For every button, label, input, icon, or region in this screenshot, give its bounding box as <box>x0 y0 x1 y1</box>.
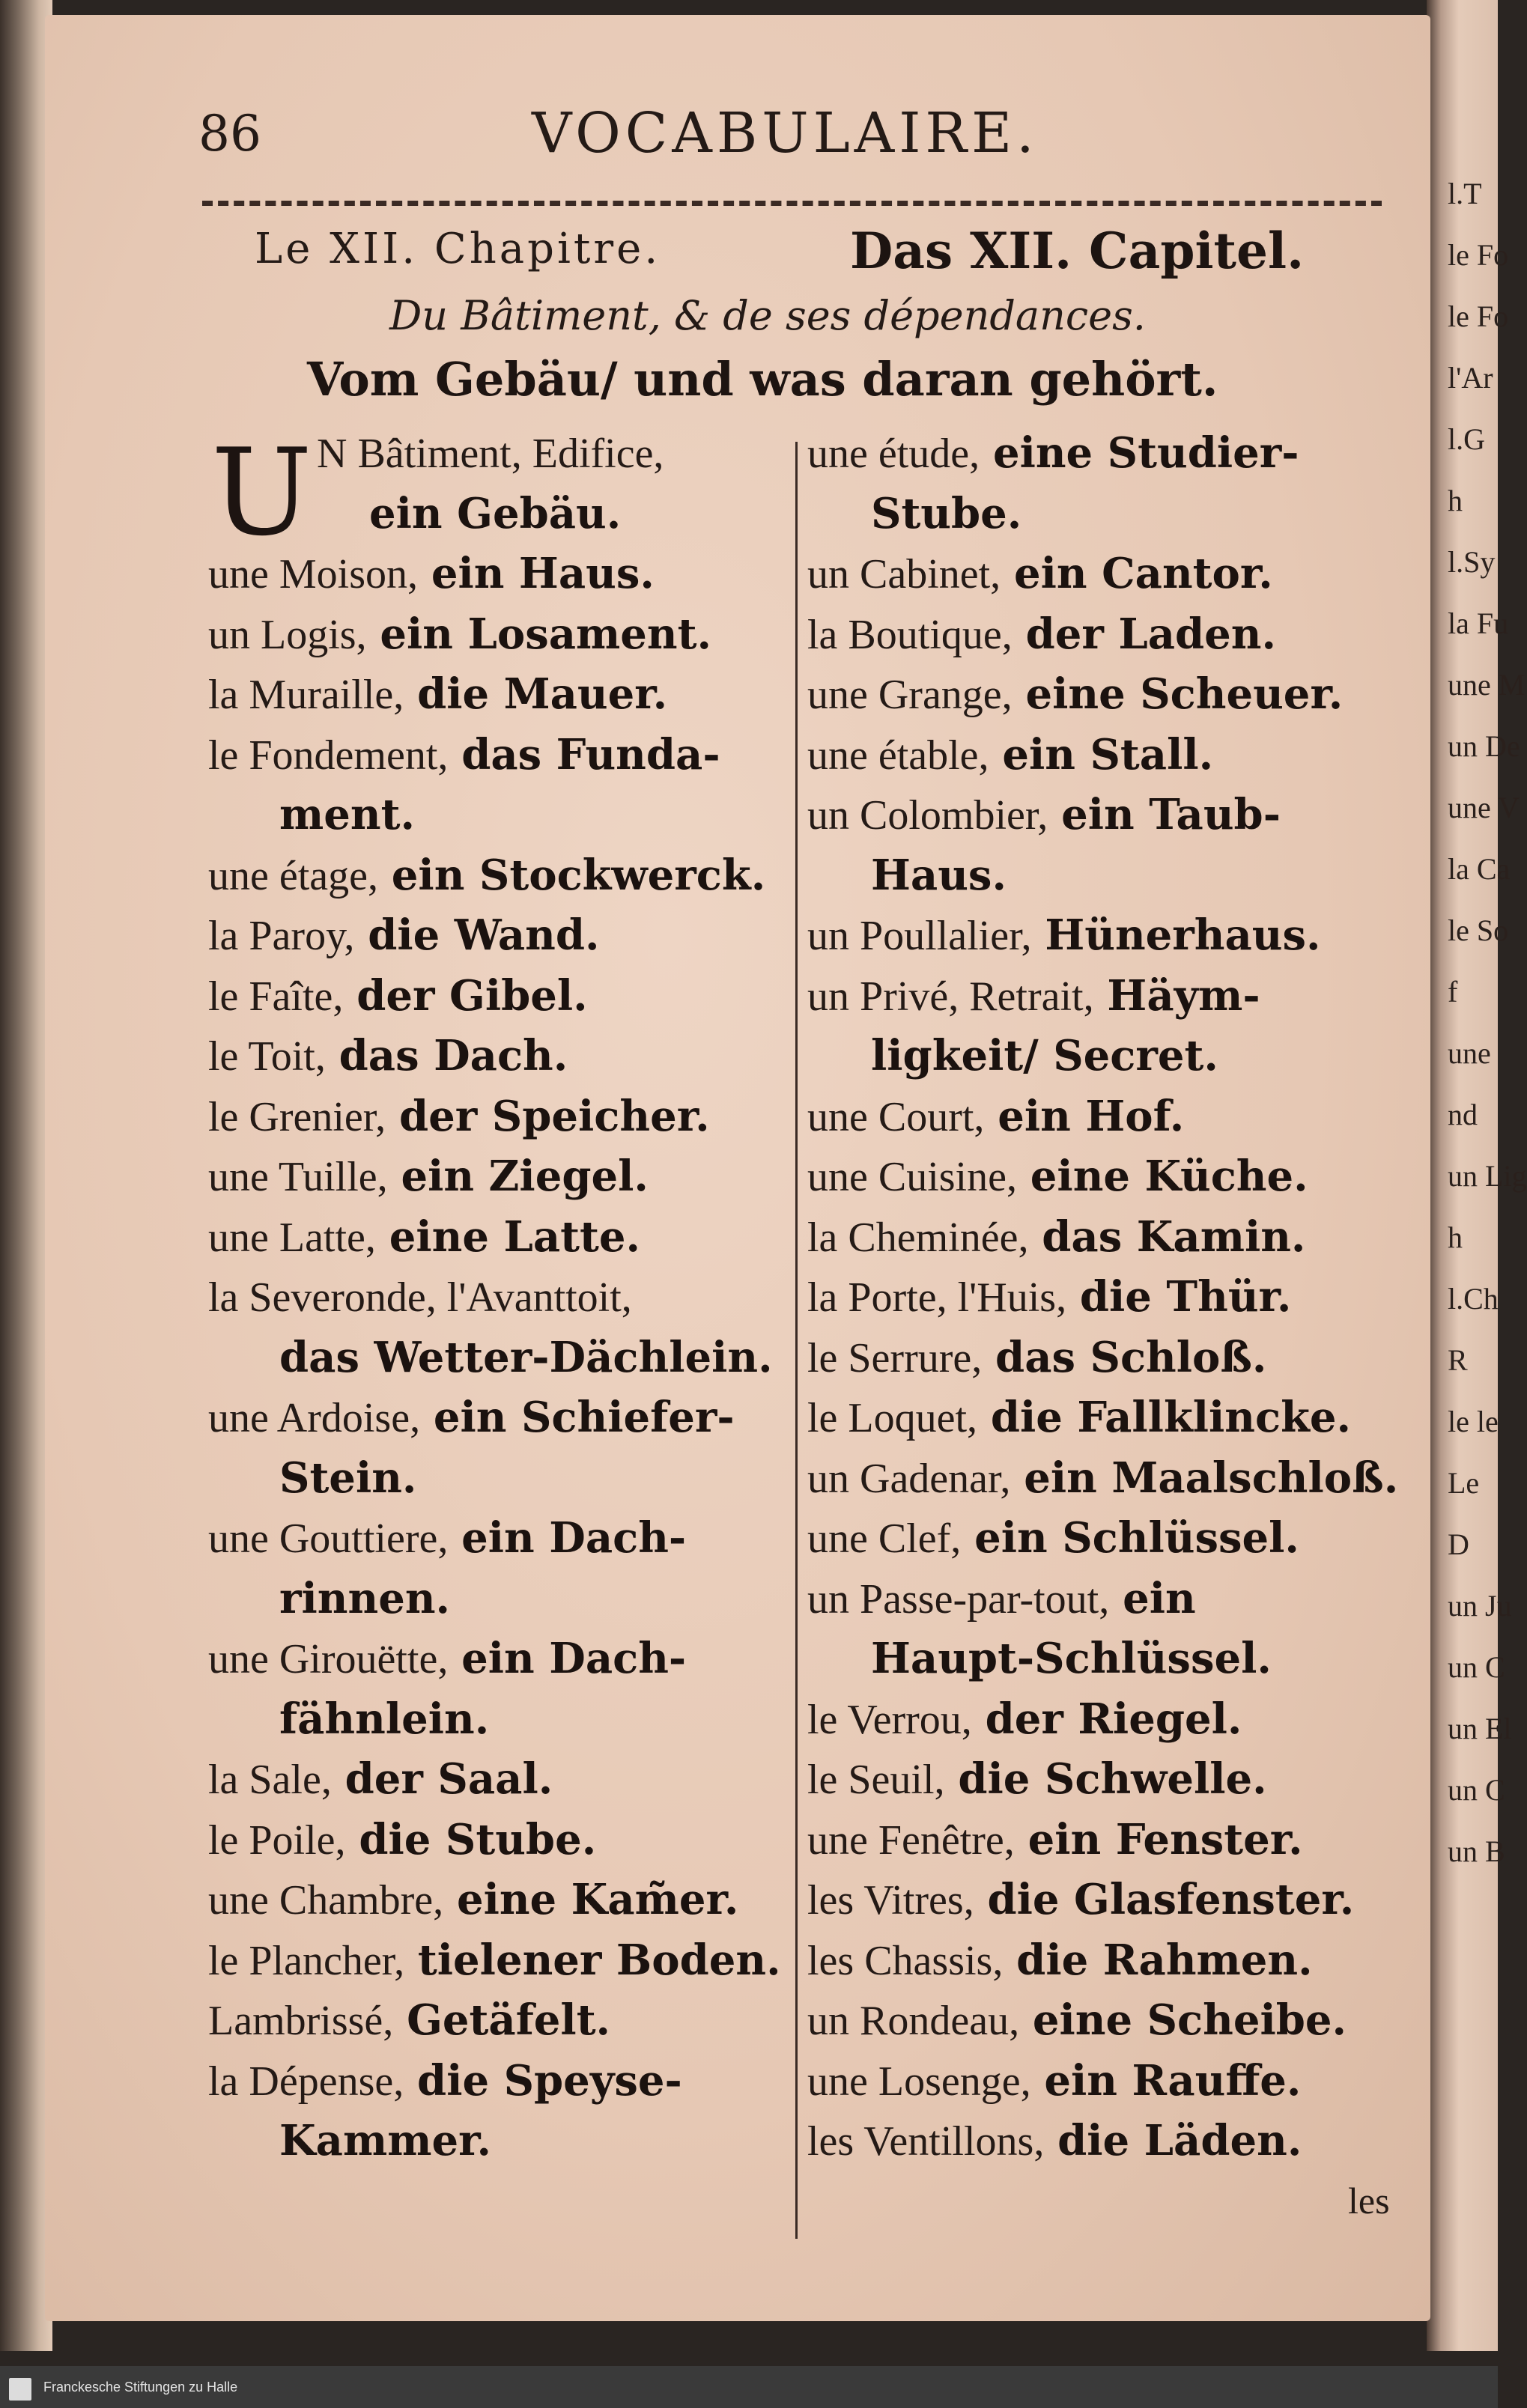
vocab-line <box>807 1453 1399 1503</box>
french-term: le Serrure, <box>807 1334 983 1381</box>
catchword: les <box>1348 2180 1390 2222</box>
vocab-line <box>807 2055 1302 2106</box>
german-term: eine Küche. <box>1030 1152 1308 1201</box>
facing-page-fragment: le Fo <box>1448 238 1509 272</box>
german-term: die Glasfenster. <box>987 1875 1355 1924</box>
column-divider <box>795 442 798 2239</box>
german-term: ein Hof. <box>998 1091 1185 1141</box>
vocab-line <box>208 1154 649 1201</box>
facing-page-fragment: la Fu <box>1448 606 1509 640</box>
german-term: ein Fenster. <box>1027 1814 1303 1864</box>
french-term: une Tuille, <box>208 1154 388 1200</box>
vocab-line <box>807 970 1260 1021</box>
french-term: une Chambre, <box>208 1877 444 1924</box>
german-term: Häym- <box>1107 970 1260 1021</box>
facing-page-fragment: l.G <box>1448 422 1485 456</box>
german-term: der Laden. <box>1025 609 1277 659</box>
german-term: Haupt-Schlüssel. <box>871 1634 1272 1683</box>
vocab-line <box>807 609 1277 659</box>
vocab-line <box>871 850 1007 900</box>
french-term: un Cabinet, <box>807 551 1001 598</box>
vocab-line <box>807 729 1214 779</box>
facing-page-fragment: R <box>1448 1343 1468 1377</box>
german-term: ein <box>1123 1573 1196 1623</box>
french-term: une étage, <box>208 852 378 899</box>
german-term: ein Ziegel. <box>401 1152 649 1201</box>
german-term: Kammer. <box>279 2116 491 2165</box>
french-term: le Plancher, <box>208 1937 405 1984</box>
german-term: die Schwelle. <box>958 1754 1267 1804</box>
french-term: la Muraille, <box>208 672 404 718</box>
running-title: VOCABULAIRE. <box>532 101 1039 165</box>
french-term: une Cuisine, <box>807 1154 1017 1200</box>
german-term: ein Taub- <box>1061 790 1281 839</box>
french-term: un Gadenar, <box>807 1455 1011 1502</box>
french-term: une étable, <box>807 732 989 779</box>
vocab-line <box>279 1573 451 1623</box>
french-term: le Seuil, <box>807 1757 945 1803</box>
facing-page-fragment: nd <box>1448 1098 1478 1131</box>
vocab-line <box>208 1877 738 1924</box>
german-term: ment. <box>279 790 415 839</box>
german-term: ein Rauffe. <box>1044 2055 1302 2106</box>
french-term: une Moison, <box>208 551 418 598</box>
facing-page-fragment: un De <box>1448 729 1520 763</box>
french-term: le Toit, <box>208 1033 326 1080</box>
facing-page-fragment: un C <box>1448 1773 1505 1807</box>
german-term: die Wand. <box>368 910 600 960</box>
vocab-line <box>208 551 655 598</box>
facing-page-fragment: D <box>1448 1527 1469 1561</box>
french-term: la Boutique, <box>807 611 1013 658</box>
facing-page-fragment: un Ju <box>1448 1589 1512 1623</box>
vocab-line <box>807 1154 1308 1201</box>
german-term: die Rahmen. <box>1016 1935 1313 1985</box>
french-term: un Colombier, <box>807 792 1048 839</box>
vocab-line <box>208 609 711 659</box>
french-term: une Clef, <box>807 1515 962 1562</box>
german-term: die Speyse- <box>417 2055 682 2106</box>
german-term: eine Scheuer. <box>1025 669 1344 719</box>
vocab-line <box>208 2055 682 2106</box>
vocab-line <box>279 1694 490 1744</box>
french-term: un Logis, <box>208 611 367 658</box>
chapter-title-fr: Le XII. Chapitre. <box>255 225 661 273</box>
vocab-line <box>807 1995 1347 2045</box>
header-rule <box>202 201 1382 206</box>
german-term: der Gibel. <box>356 970 588 1021</box>
french-term: le Fondement, <box>208 732 449 779</box>
vocab-line <box>807 792 1281 839</box>
vocab-line <box>807 428 1299 478</box>
german-term: ein Losament. <box>380 609 711 659</box>
german-term: ein Maalschloß. <box>1024 1453 1399 1503</box>
german-term: ein Dach- <box>461 1634 687 1683</box>
german-term: ein Dach- <box>461 1513 687 1563</box>
french-term: les Ventillons, <box>807 2118 1045 2165</box>
vocab-line <box>871 488 1022 538</box>
french-term: le Verrou, <box>807 1696 972 1743</box>
german-term: Getäfelt. <box>407 1995 611 2045</box>
french-term: la Severonde, l'Avanttoit, <box>208 1274 632 1321</box>
german-term: das Kamin. <box>1042 1211 1306 1262</box>
vocab-line <box>807 1395 1351 1442</box>
german-term: ein Stall. <box>1002 729 1214 779</box>
facing-page-fragment: une M <box>1448 668 1526 702</box>
vocab-line <box>807 551 1273 598</box>
vocab-line <box>208 1636 686 1683</box>
french-term: N Bâtiment, Edifice, <box>317 431 664 477</box>
vocab-line <box>208 1935 781 1985</box>
facing-page-fragment: le le <box>1448 1405 1499 1438</box>
french-term: une Latte, <box>208 1214 376 1261</box>
vocab-line <box>871 1033 1218 1080</box>
french-term: la Sale, <box>208 1757 332 1803</box>
vocab-line <box>317 431 664 478</box>
vocab-line <box>807 2118 1302 2165</box>
facing-page-fragment: Le <box>1448 1466 1480 1500</box>
german-term: die Mauer. <box>417 669 668 719</box>
german-term: die Thür. <box>1079 1272 1292 1322</box>
german-term: das Dach. <box>339 1031 568 1080</box>
german-term: das Schloß. <box>995 1332 1267 1382</box>
vocab-line <box>208 850 766 900</box>
french-term: une Gouttiere, <box>208 1515 449 1562</box>
chapter-subtitle-de: Vom Gebäu/ und was daran gehört. <box>307 352 1218 407</box>
vocab-line <box>279 1453 417 1503</box>
vocab-line <box>807 1091 1185 1141</box>
vocab-line <box>369 488 622 538</box>
german-term: rinnen. <box>279 1573 451 1623</box>
vocab-line <box>807 1694 1242 1744</box>
french-term: Lambrissé, <box>208 1998 394 2044</box>
french-term: le Poile, <box>208 1816 346 1864</box>
german-term: tielener Boden. <box>417 1935 781 1985</box>
facing-page-fragment: la Ca <box>1448 852 1511 886</box>
chapter-title-de: Das XII. Capitel. <box>850 222 1305 280</box>
vocab-line <box>208 970 588 1021</box>
french-term: les Chassis, <box>807 1937 1004 1984</box>
german-term: die Stube. <box>359 1814 597 1864</box>
vocab-line <box>208 1814 597 1864</box>
german-term: ein Haus. <box>431 549 655 598</box>
vocab-line <box>279 2118 491 2165</box>
vocab-line <box>807 1877 1354 1924</box>
french-term: le Grenier, <box>208 1093 386 1140</box>
facing-page-fragment: l'Ar <box>1448 361 1493 395</box>
vocab-line <box>807 1332 1267 1382</box>
facing-page-fragment: le So <box>1448 913 1509 947</box>
german-term: Haus. <box>871 850 1007 900</box>
german-term: ein Schiefer- <box>433 1393 735 1442</box>
german-term: ligkeit/ Secret. <box>871 1031 1218 1080</box>
vocab-line <box>208 669 668 719</box>
vocab-line <box>807 669 1344 719</box>
vocab-line <box>208 1211 640 1262</box>
french-term: la Cheminée, <box>807 1214 1029 1261</box>
vocab-line <box>208 1515 686 1563</box>
facing-page-fragment: un Lig <box>1448 1159 1527 1193</box>
french-term: une Losenge, <box>807 2058 1031 2105</box>
facing-page-fragment: le Fo <box>1448 300 1509 333</box>
french-term: le Faîte, <box>208 973 344 1020</box>
french-term: une Fenêtre, <box>807 1816 1015 1864</box>
facing-page-fragment: f <box>1448 975 1458 1009</box>
german-term: eine Studier- <box>992 428 1299 478</box>
german-term: fähnlein. <box>279 1694 490 1744</box>
french-term: une étude, <box>807 431 980 477</box>
facing-page-fragment: une <box>1448 1036 1491 1070</box>
vocab-line <box>807 1211 1306 1262</box>
facing-page-fragment: h <box>1448 1220 1463 1254</box>
french-term: la Paroy, <box>208 913 355 959</box>
facing-page-fragment: l.Sy <box>1448 545 1496 579</box>
german-term: ein Schlüssel. <box>974 1513 1299 1563</box>
vocab-line <box>807 1573 1196 1623</box>
french-term: la Dépense, <box>208 2058 404 2105</box>
german-term: eine Scheibe. <box>1032 1995 1347 2045</box>
vocab-line <box>208 729 720 779</box>
german-term: Hünerhaus. <box>1045 910 1321 960</box>
vocab-line <box>208 910 600 960</box>
french-term: les Vitres, <box>807 1877 974 1924</box>
page-number: 86 <box>198 105 261 162</box>
vocab-line <box>208 1995 611 2045</box>
french-term: une Court, <box>807 1093 985 1140</box>
vocab-line <box>208 1274 632 1322</box>
vocab-line <box>807 1274 1291 1322</box>
german-term: die Fallklincke. <box>990 1393 1352 1442</box>
vocab-line <box>807 1754 1267 1804</box>
french-term: un Poullalier, <box>807 913 1032 959</box>
german-term: das Funda- <box>461 729 720 779</box>
german-term: die Läden. <box>1057 2116 1302 2165</box>
french-term: une Girouëtte, <box>208 1636 449 1682</box>
vocab-line <box>807 1814 1303 1864</box>
vocab-line <box>208 1091 710 1141</box>
german-term: der Speicher. <box>399 1091 710 1141</box>
french-term: une Ardoise, <box>208 1395 421 1441</box>
french-term: un Privé, Retrait, <box>807 973 1094 1020</box>
chapter-subtitle-fr: Du Bâtiment, & de ses dépendances. <box>389 292 1146 339</box>
facing-page-fragment: un B <box>1448 1834 1505 1868</box>
vocab-line <box>871 1636 1272 1683</box>
french-term: une Grange, <box>807 672 1013 718</box>
vocab-line <box>279 1332 773 1382</box>
german-term: Stein. <box>279 1453 417 1503</box>
german-term: Stube. <box>871 488 1022 538</box>
french-term: un Passe-par-tout, <box>807 1575 1110 1623</box>
drop-cap: U <box>211 422 312 562</box>
vocab-line <box>807 1515 1299 1563</box>
french-term: la Porte, l'Huis, <box>807 1274 1067 1321</box>
vocab-line <box>807 910 1321 960</box>
facing-page-fragment: l.T <box>1448 177 1482 210</box>
german-term: der Riegel. <box>985 1694 1242 1744</box>
facing-page-fragment: l.Ch <box>1448 1282 1499 1316</box>
german-term: eine Kam̃er. <box>456 1875 739 1924</box>
german-term: ein Stockwerck. <box>391 850 766 900</box>
facing-page-fragment: une V <box>1448 791 1520 824</box>
german-term: das Wetter-Dächlein. <box>279 1332 773 1382</box>
footer-institution: Franckesche Stiftungen zu Halle <box>43 2380 238 2395</box>
facing-page-fragment: un C <box>1448 1650 1505 1684</box>
institution-logo-icon <box>9 2378 31 2401</box>
french-term: un Rondeau, <box>807 1998 1020 2044</box>
vocab-line <box>807 1935 1313 1985</box>
french-term: le Loquet, <box>807 1395 978 1441</box>
vocab-line <box>208 1395 735 1442</box>
vocab-line <box>208 1033 568 1080</box>
german-term: der Saal. <box>344 1754 553 1804</box>
facing-page-fragment: un El <box>1448 1712 1512 1745</box>
vocab-line <box>279 792 415 839</box>
german-term: ein Gebäu. <box>369 488 622 538</box>
vocab-line <box>208 1754 553 1804</box>
facing-page-edge <box>1427 0 1527 2351</box>
german-term: ein Cantor. <box>1014 549 1273 598</box>
facing-page-fragment: h <box>1448 484 1463 517</box>
german-term: eine Latte. <box>389 1211 640 1262</box>
